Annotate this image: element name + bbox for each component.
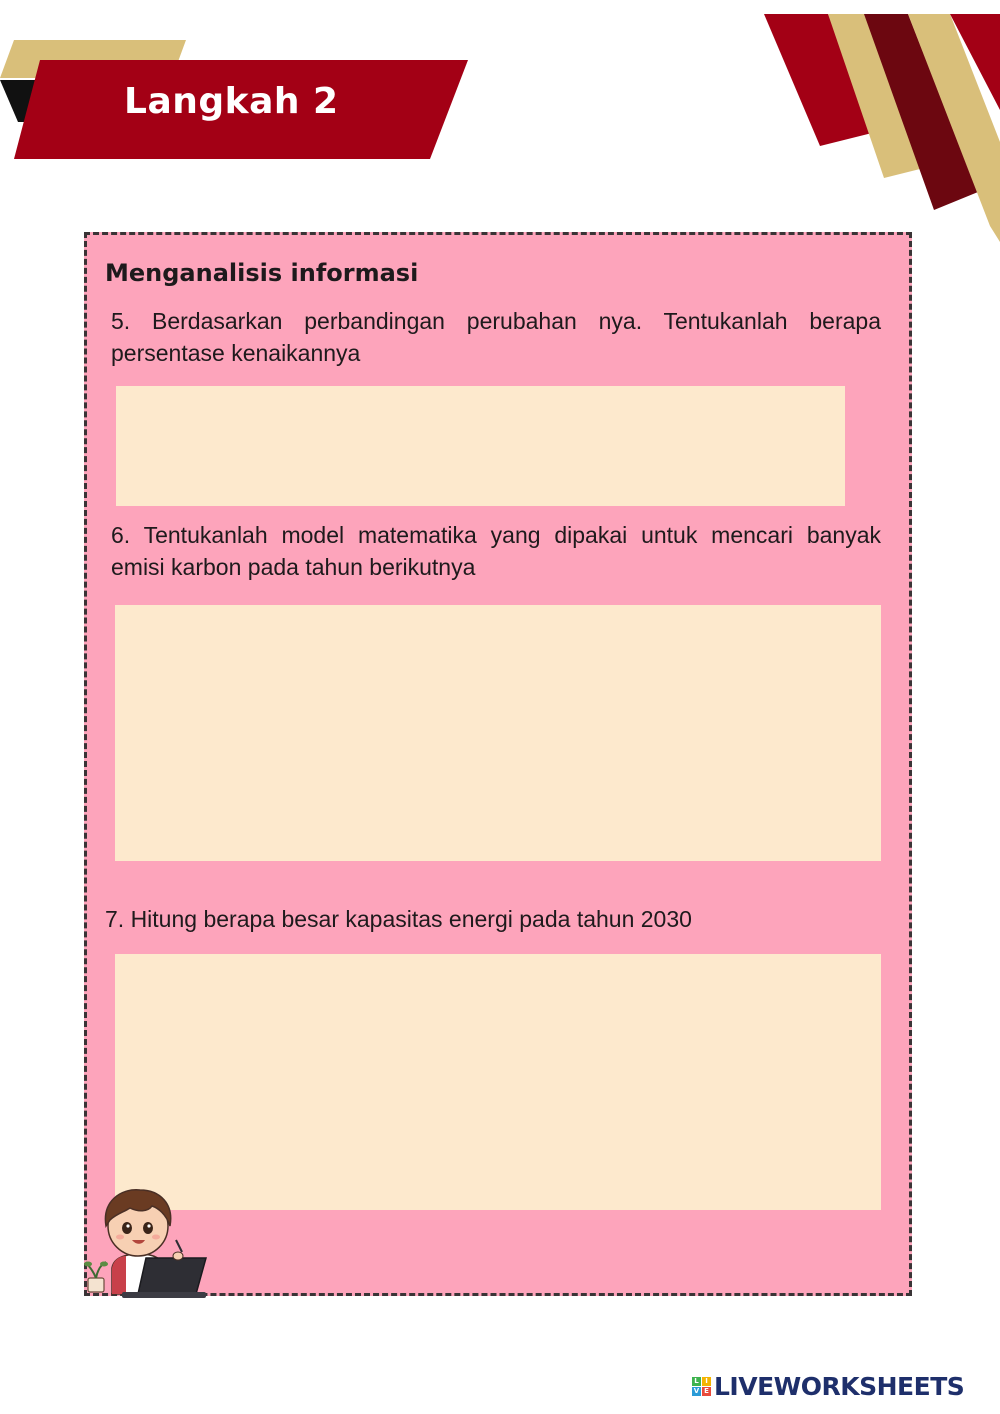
answer-box-6[interactable] bbox=[115, 605, 881, 861]
liveworksheets-logo-icon bbox=[692, 1377, 711, 1396]
answer-box-5[interactable] bbox=[116, 386, 845, 506]
logo-letter-i: I bbox=[702, 1377, 711, 1386]
question-7-text: 7. Hitung berapa besar kapasitas energi pada tahun 2030 bbox=[105, 906, 692, 932]
analysis-panel bbox=[84, 232, 912, 1296]
logo-text: LIVEWORKSHEETS bbox=[714, 1372, 965, 1401]
corner-decoration bbox=[764, 14, 1000, 246]
question-5-text: 5. Berdasarkan perbandingan perubahan nya. Tentukanlah berapa persentase kenaikannya bbox=[111, 308, 881, 366]
logo-letter-e: E bbox=[702, 1387, 711, 1396]
liveworksheets-logo[interactable] bbox=[692, 1374, 964, 1399]
question-6-text: 6. Tentukanlah model matematika yang dipakai untuk mencari banyak emisi karbon pada tahun berikutnya bbox=[111, 522, 881, 580]
page-title: Langkah 2 bbox=[124, 81, 339, 122]
boy-with-laptop-illustration bbox=[82, 1182, 212, 1300]
answer-box-7[interactable] bbox=[115, 954, 881, 1210]
logo-letter-l: L bbox=[692, 1377, 701, 1386]
logo-letter-v: V bbox=[693, 1387, 700, 1395]
section-title: Menganalisis informasi bbox=[105, 259, 419, 287]
